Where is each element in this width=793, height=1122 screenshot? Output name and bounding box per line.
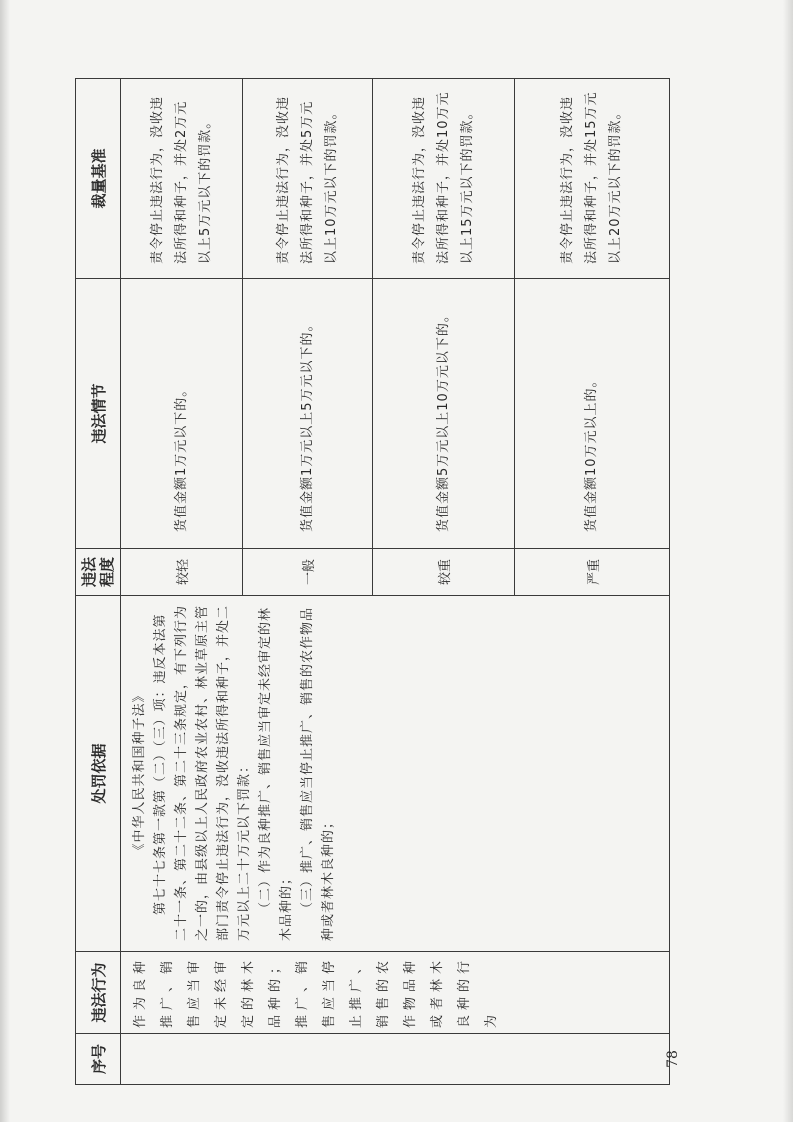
situation-cell: 货值金额10万元以上的。: [515, 279, 670, 549]
penalty-basis-cell: [121, 596, 670, 952]
basis-item-2: （二）作为良种推广、销售应当审定未经审定的林木品种的；: [258, 606, 294, 941]
header-level-line2: 程度: [98, 557, 116, 588]
basis-item-3: （三）推广、销售应当停止推广、销售的农作物品种或者林木良种的；: [300, 606, 336, 941]
basis-paragraph: 第七十七条第一款第（二）（三）项：违反本法第二十一条、第二十二条、第二十三条规定，有下列行为之一的，由县级以上人民政府农业农村、林业草原主管部门责令停止违法行为，没收违法所得和种子，并处二万元以上二十万元以下罚款：: [153, 604, 252, 941]
standard-cell: 责令停止违法行为，没收违法所得和种子，并处5万元以上10万元以下的罚款。: [243, 79, 373, 279]
situation-cell: 货值金额1万元以下的。: [121, 279, 243, 549]
basis-law-title: 《中华人民共和国种子法》: [132, 688, 147, 857]
standard-cell: 责令停止违法行为，没收违法所得和种子，并处2万元以上5万元以下的罚款。: [121, 79, 243, 279]
scan-edge-left: [0, 0, 10, 1122]
header-seq: 序号: [76, 1034, 121, 1085]
rotated-table-container: [75, 79, 681, 1085]
header-level-line1: 违法: [80, 557, 98, 588]
document-page: [75, 79, 681, 1085]
header-row: [76, 79, 121, 1085]
header-basis: 处罚依据: [76, 596, 121, 952]
standard-cell: 责令停止违法行为，没收违法所得和种子，并处15万元以上20万元以下的罚款。: [515, 79, 670, 279]
violation-act-cell: 作为良种推广、销售应当审定未经审定的林木品种的；推广、销售应当停止推广、销售的农作物品种或者林木良种的行为: [121, 952, 670, 1034]
scan-edge-right: [783, 0, 793, 1122]
level-cell: 较重: [373, 549, 515, 596]
penalty-discretion-table: [75, 78, 681, 1085]
header-act: 违法行为: [76, 952, 121, 1034]
level-cell: 严重: [515, 549, 670, 596]
situation-cell: 货值金额1万元以上5万元以下的。: [243, 279, 373, 549]
page-number: 78: [665, 1050, 681, 1068]
header-standard: 裁量基准: [76, 79, 121, 279]
table-row: [121, 79, 243, 1085]
situation-cell: 货值金额5万元以上10万元以下的。: [373, 279, 515, 549]
header-situation: 违法情节: [76, 279, 121, 549]
header-level: [76, 549, 121, 596]
standard-cell: 责令停止违法行为，没收违法所得和种子，并处10万元以上15万元以下的罚款。: [373, 79, 515, 279]
seq-cell: [121, 1034, 681, 1085]
level-cell: 较轻: [121, 549, 243, 596]
level-cell: 一般: [243, 549, 373, 596]
